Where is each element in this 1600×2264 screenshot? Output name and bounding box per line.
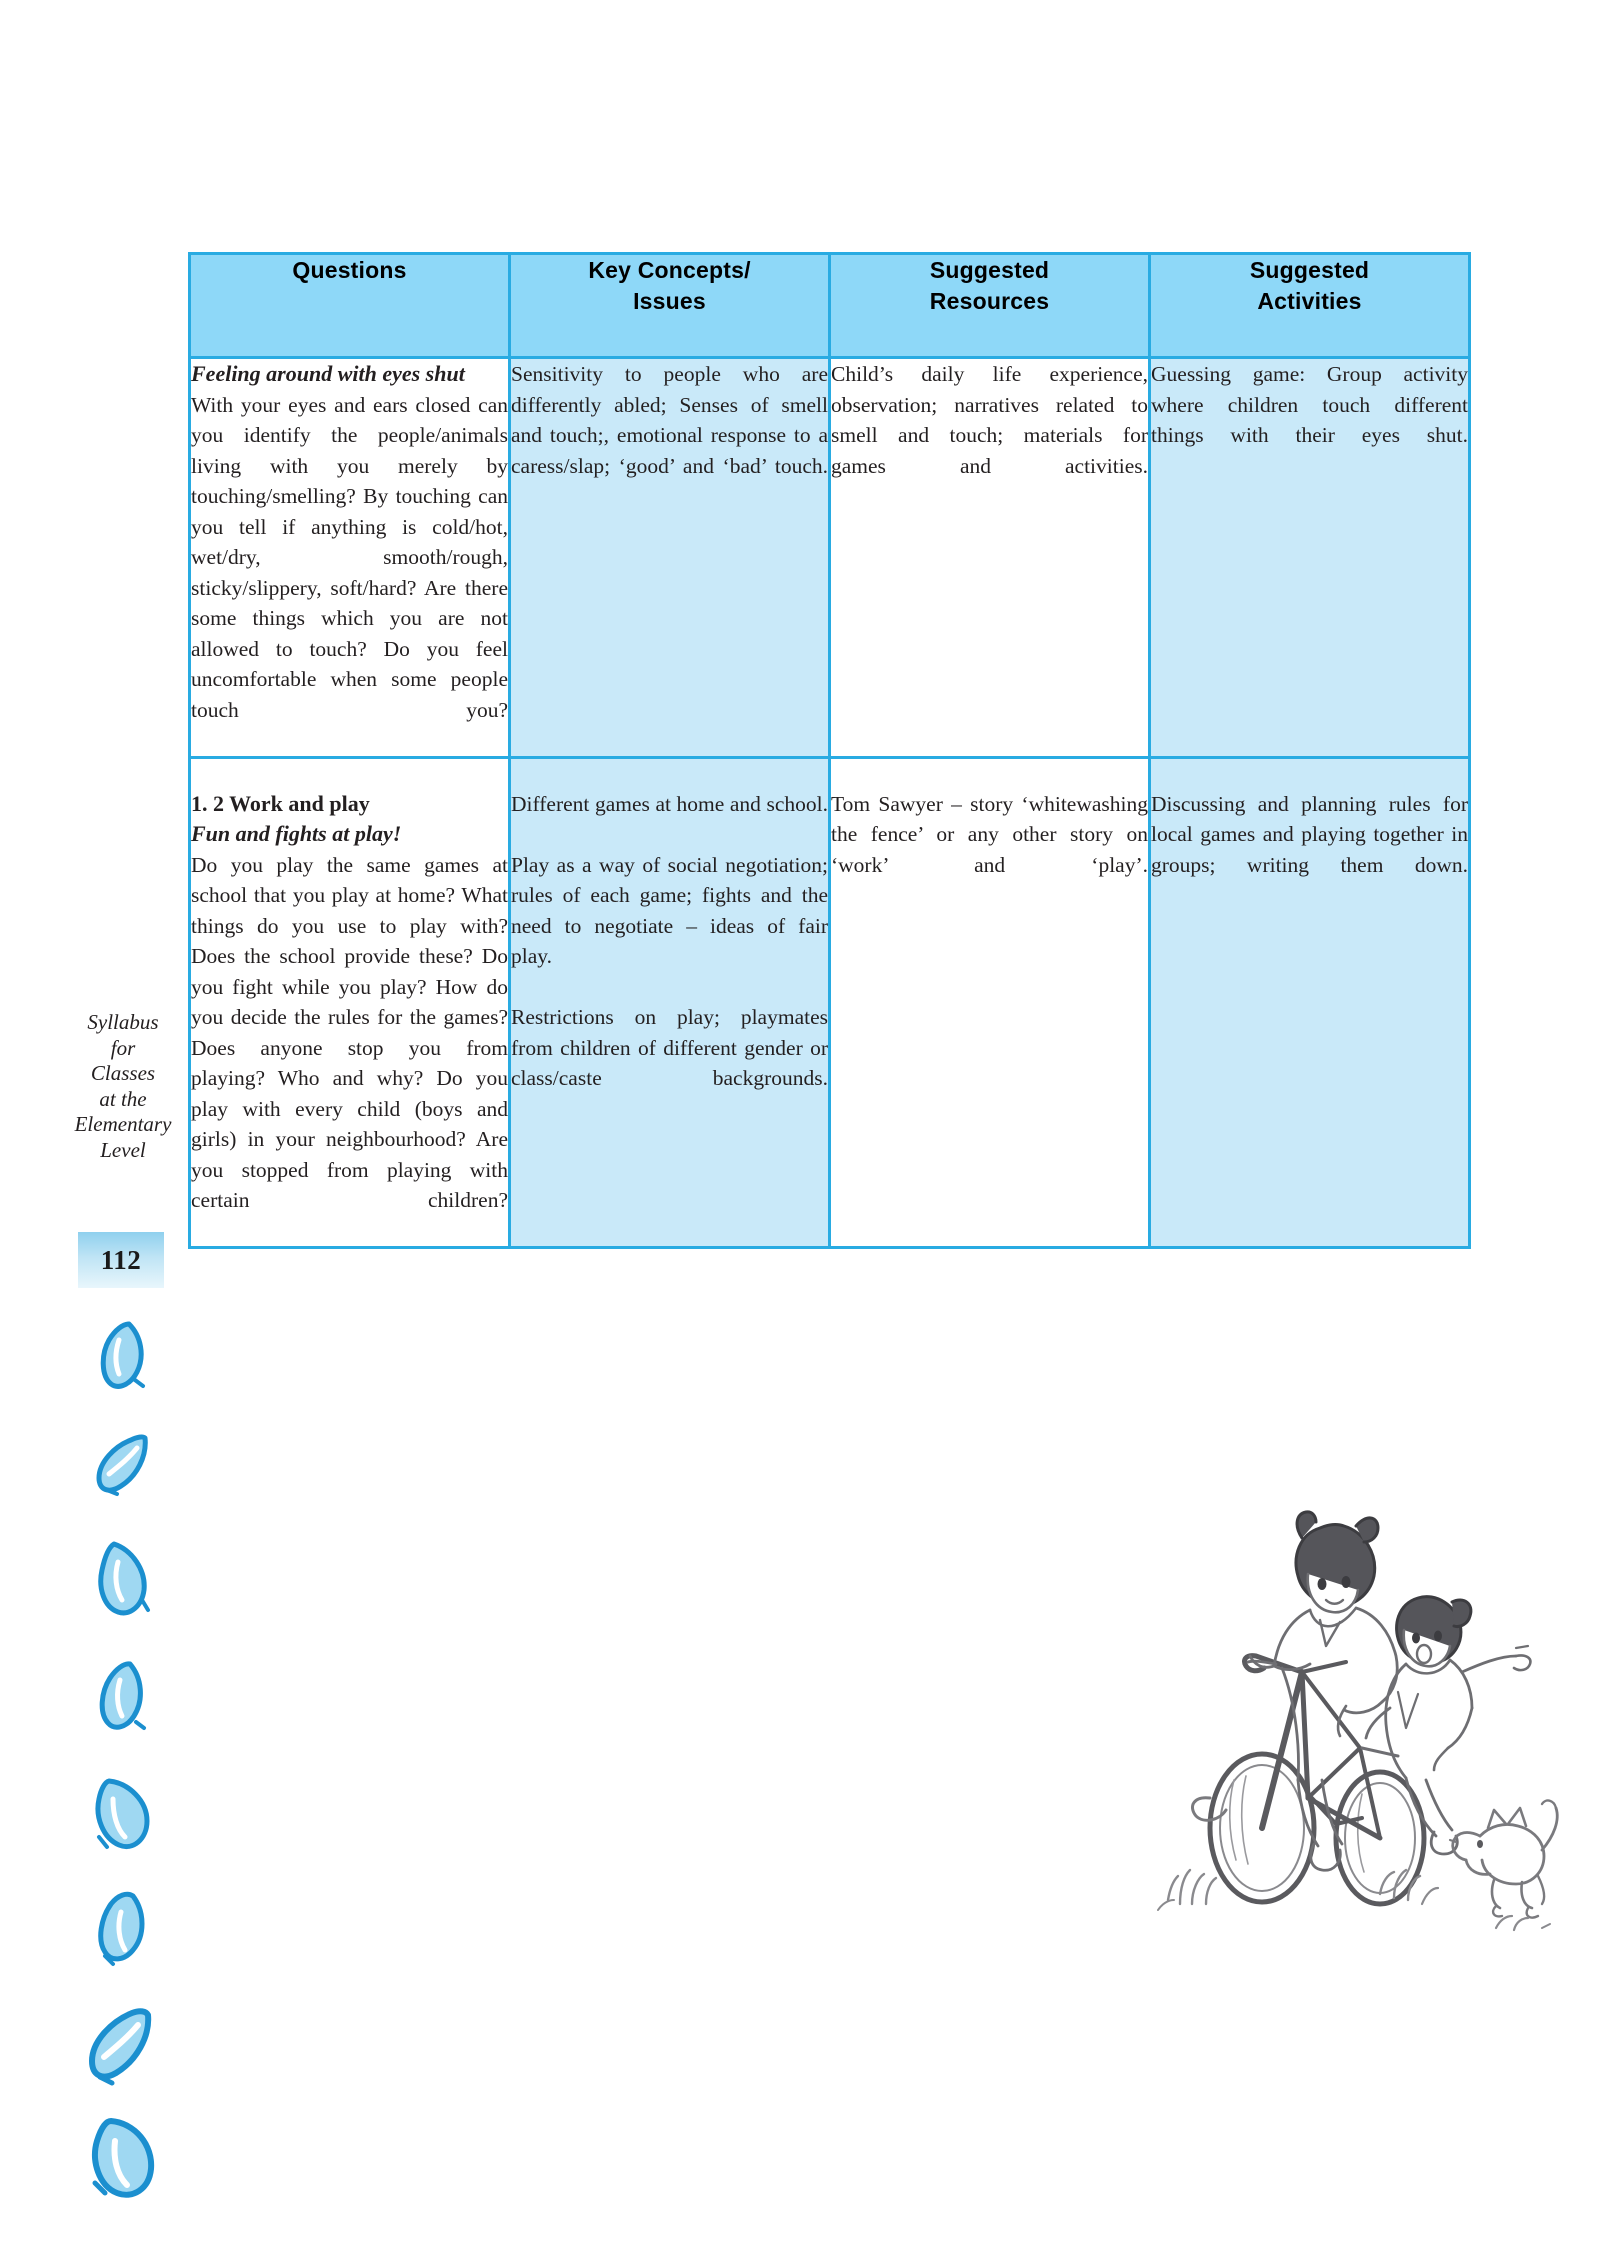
key-concepts-paragraph: Play as a way of social negotiation; rules of each game; fights and the need to negotiate – ideas of fair play.: [511, 852, 828, 968]
bicycle-children-illustration: [1150, 1480, 1570, 1950]
leaf-icon: [48, 1540, 198, 1620]
table-row: [190, 757, 1470, 1248]
header-line-1: Suggested: [929, 257, 1050, 283]
leaf-icon: [48, 1890, 198, 1968]
suggested-activities-body-row2: Discussing and planning rules for local games and playing together in groups; writing them down.: [1151, 791, 1468, 877]
spacer: [831, 759, 1148, 789]
leaf-icon: [48, 2005, 198, 2089]
questions-body-row1: With your eyes and ears closed can you identify the people/animals living with you merely by touching/smelling? By touching can you tell if anything is cold/hot, wet/dry, smooth/rough, sticky/slippery, soft/hard? Are there some things which you are not allowed to touch? Do you feel uncomfortable when some people touch you?: [191, 392, 508, 722]
cell-questions-row1: [190, 358, 510, 758]
leaf-icon: [48, 1430, 198, 1502]
column-header-key-concepts: [510, 254, 830, 358]
spacer: [1151, 759, 1468, 789]
running-head-line-1: Syllabus: [87, 1010, 159, 1034]
column-header-questions: [190, 254, 510, 358]
cell-questions-row2: [190, 757, 510, 1248]
header-line-1: Key Concepts/: [588, 257, 751, 283]
spacer: [191, 759, 508, 789]
table-row: [190, 358, 1470, 758]
running-head: [48, 1010, 198, 1163]
running-head-line-4: at the: [99, 1086, 147, 1111]
header-line-1: Suggested: [1249, 257, 1370, 283]
leaf-icon: [48, 1320, 198, 1396]
page-number-box: [78, 1232, 164, 1288]
header-line-1: Questions: [292, 257, 407, 283]
section-heading-work-and-play: 1. 2 Work and play: [191, 790, 370, 816]
cell-key-concepts-row1: [510, 358, 830, 758]
key-concepts-paragraph: Different games at home and school.: [511, 791, 828, 816]
suggested-resources-body-row2: Tom Sawyer – story ‘whitewashing the fence’ or any other story on ‘work’ and ‘play’.: [831, 791, 1148, 877]
questions-body-row2: Do you play the same games at school that you play at home? What things do you use to play with? Does the school provide these? Do you fight while you play? How do you decide the rules for the games? Does anyone stop you from playing? Who and why? Do you play with every child (boys and girls) in your neighbourhood? Are you stopped from playing with certain children?: [191, 852, 508, 1212]
cell-suggested-resources-row2: [830, 757, 1150, 1248]
header-line-2: Resources: [929, 288, 1050, 314]
subheading-feeling-around: Feeling around with eyes shut: [191, 361, 465, 386]
spacer: [511, 759, 828, 789]
leaf-icon: [48, 1660, 198, 1736]
page-number: 112: [100, 1244, 142, 1275]
leaf-icon: [48, 2115, 198, 2201]
header-line-2: Issues: [633, 288, 706, 314]
key-concepts-paragraph: Restrictions on play; playmates from children of different gender or class/caste backgrounds.: [511, 1005, 828, 1090]
cell-suggested-activities-row1: [1150, 358, 1470, 758]
leaf-icon: [48, 1775, 198, 1855]
cell-suggested-activities-row2: [1150, 757, 1470, 1248]
suggested-resources-body-row1: Child’s daily life experience, observation; narratives related to smell and touch; materials for games and activities.: [831, 362, 1148, 478]
table-header-row: [190, 254, 1470, 358]
key-concepts-body-row1: Sensitivity to people who are differently abled; Senses of smell and touch;, emotional response to a caress/slap; ‘good’ and ‘bad’ touch.: [511, 362, 828, 478]
syllabus-table-wrapper: [188, 252, 1468, 1249]
column-header-suggested-resources: [830, 254, 1150, 358]
subheading-fun-and-fights: Fun and fights at play!: [191, 821, 402, 846]
running-head-line-2: for: [110, 1035, 136, 1060]
header-line-2: Activities: [1257, 288, 1362, 314]
running-head-line-6: Level: [100, 1137, 146, 1162]
running-head-line-3: Classes: [90, 1061, 156, 1085]
running-head-line-5: Elementary: [74, 1112, 172, 1136]
column-header-suggested-activities: [1150, 254, 1470, 358]
syllabus-table: [188, 252, 1471, 1249]
cell-suggested-resources-row1: [830, 358, 1150, 758]
suggested-activities-body-row1: Guessing game: Group activity where children touch different things with their eyes shut.: [1151, 362, 1468, 447]
cell-key-concepts-row2: [510, 757, 830, 1248]
